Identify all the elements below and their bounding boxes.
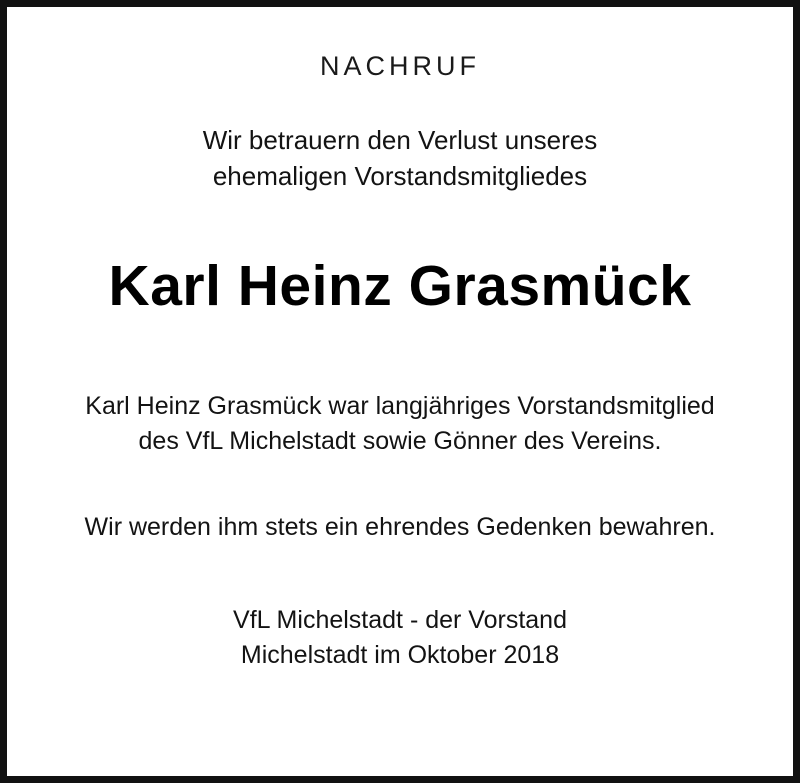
- notice-intro: [203, 122, 598, 195]
- notice-signature-line: VfL Michelstadt - der Vorstand: [233, 605, 567, 634]
- notice-intro-line: ehemaligen Vorstandsmitgliedes: [212, 161, 588, 192]
- notice-body-line: des VfL Michelstadt sowie Gönner des Vereins.: [138, 427, 662, 456]
- notice-signature: [233, 603, 567, 674]
- notice-closing: Wir werden ihm stets ein ehrendes Gedenken bewahren.: [84, 512, 716, 541]
- notice-signature-line: Michelstadt im Oktober 2018: [240, 641, 560, 670]
- notice-body: [85, 389, 714, 460]
- notice-intro-line: Wir betrauern den Verlust unseres: [202, 125, 598, 155]
- deceased-name: Karl Heinz Grasmück: [108, 253, 692, 318]
- notice-body-line: Karl Heinz Grasmück war langjähriges Vorstandsmitglied: [85, 391, 715, 420]
- notice-heading: NACHRUF: [320, 51, 480, 81]
